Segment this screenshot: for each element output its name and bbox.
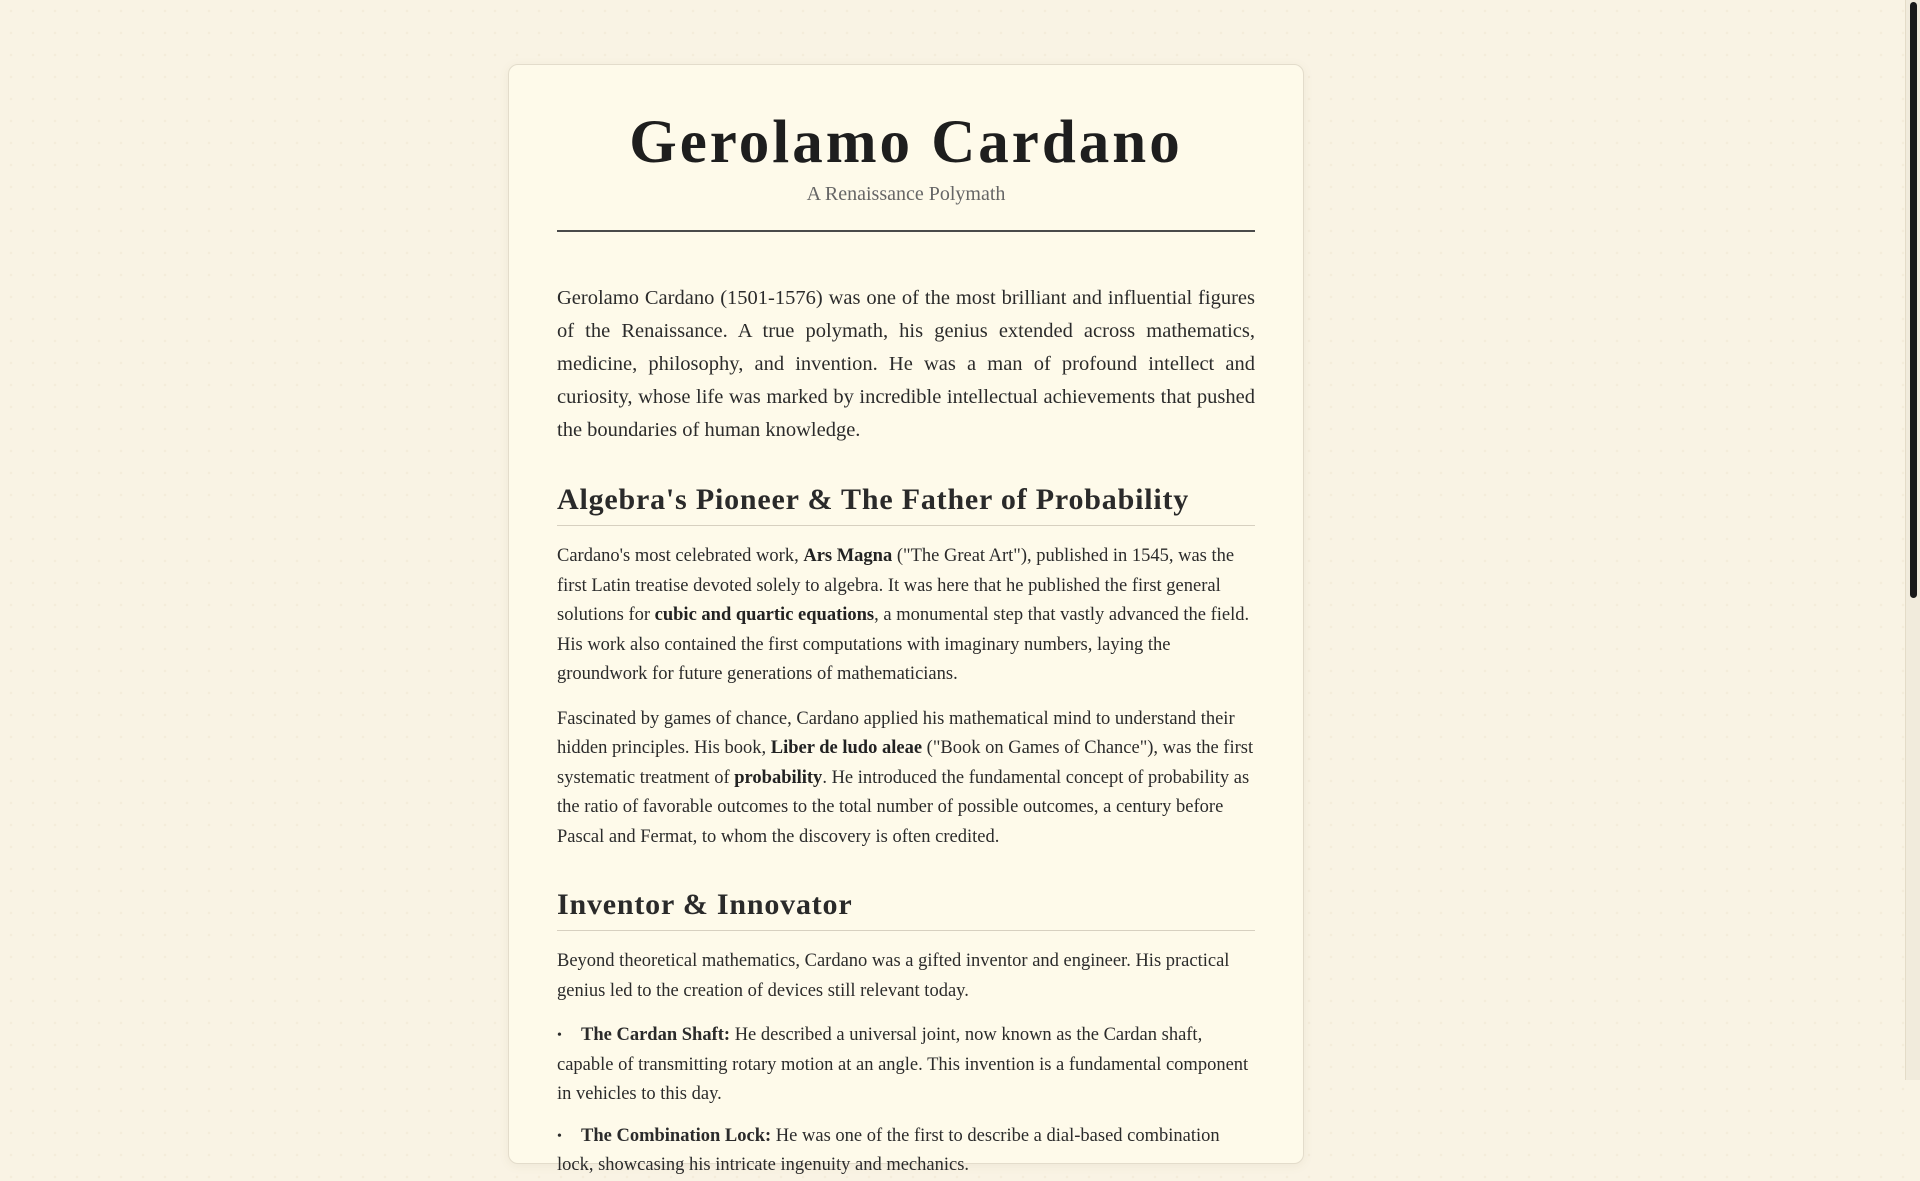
- page-header: [557, 111, 1255, 232]
- list-item-text: He was one of the first to describe a dial-based combination lock, showcasing his intricate ingenuity and mechanics.: [557, 1125, 1220, 1176]
- algebra-paragraph-ars-magna: [557, 542, 1255, 690]
- list-item: [557, 1021, 1255, 1110]
- text-span: , a monumental step that vastly advanced the field. His work also contained the first computations with imaginary numbers, laying the groundwork for future generations of mathematicians.: [557, 605, 1250, 685]
- text-span: ("Book on Games of Chance"), was the first systematic treatment of: [557, 738, 1254, 788]
- text-span: Cardano's most celebrated work,: [557, 546, 804, 567]
- bullet-icon: •: [557, 1128, 562, 1144]
- section-heading-algebra: Algebra's Pioneer & The Father of Probability: [557, 483, 1255, 526]
- text-span: . He introduced the fundamental concept of probability as the ratio of favorable outcomes to the total number of possible outcomes, a century before Pascal and Fermat, to whom the discovery is often credited.: [557, 767, 1250, 847]
- inventor-paragraph: Beyond theoretical mathematics, Cardano was a gifted inventor and engineer. His practical genius led to the creation of devices still relevant today.: [557, 951, 1230, 1001]
- emphasis-ars-magna: Ars Magna: [803, 546, 893, 567]
- emphasis-cubic-quartic: cubic and quartic equations: [654, 605, 875, 626]
- page-subtitle: A Renaissance Polymath: [806, 183, 1006, 206]
- scrollbar-thumb[interactable]: [1910, 2, 1917, 598]
- section-algebra: [557, 483, 1255, 852]
- intro-paragraph: Gerolamo Cardano (1501-1576) was one of the most brilliant and influential figures of the Renaissance. A true polymath, his genius extended across mathematics, medicine, philosophy, and invention. He was a man of profound intellect and curiosity, whose life was marked by incredible intellectual achievements that pushed the boundaries of human knowledge.: [557, 287, 1255, 442]
- emphasis-liber-de-ludo: Liber de ludo aleae: [770, 738, 923, 759]
- text-span: Fascinated by games of chance, Cardano applied his mathematical mind to understand their hidden principles. His book,: [557, 708, 1235, 759]
- text-span: ("The Great Art"), published in 1545, was the first Latin treatise devoted solely to algebra. It was here that he published the first general solutions for: [557, 546, 1235, 626]
- vertical-scrollbar[interactable]: [1905, 0, 1920, 1080]
- emphasis-probability: probability: [734, 767, 823, 788]
- inventions-list: [557, 1021, 1255, 1181]
- section-inventor: [557, 888, 1255, 1181]
- list-item: [557, 1122, 1255, 1181]
- list-item-label: The Combination Lock:: [581, 1125, 772, 1146]
- list-item-label: The Cardan Shaft:: [581, 1025, 731, 1046]
- bullet-icon: •: [557, 1028, 562, 1044]
- section-heading-inventor: Inventor & Innovator: [557, 888, 1255, 931]
- page-title: Gerolamo Cardano: [629, 109, 1183, 176]
- article-card: [508, 64, 1304, 1176]
- algebra-paragraph-probability: [557, 705, 1255, 853]
- list-item-text: He described a universal joint, now known as the Cardan shaft, capable of transmitting rotary motion at an angle. This invention is a fundamental component in vehicles to this day.: [557, 1025, 1249, 1105]
